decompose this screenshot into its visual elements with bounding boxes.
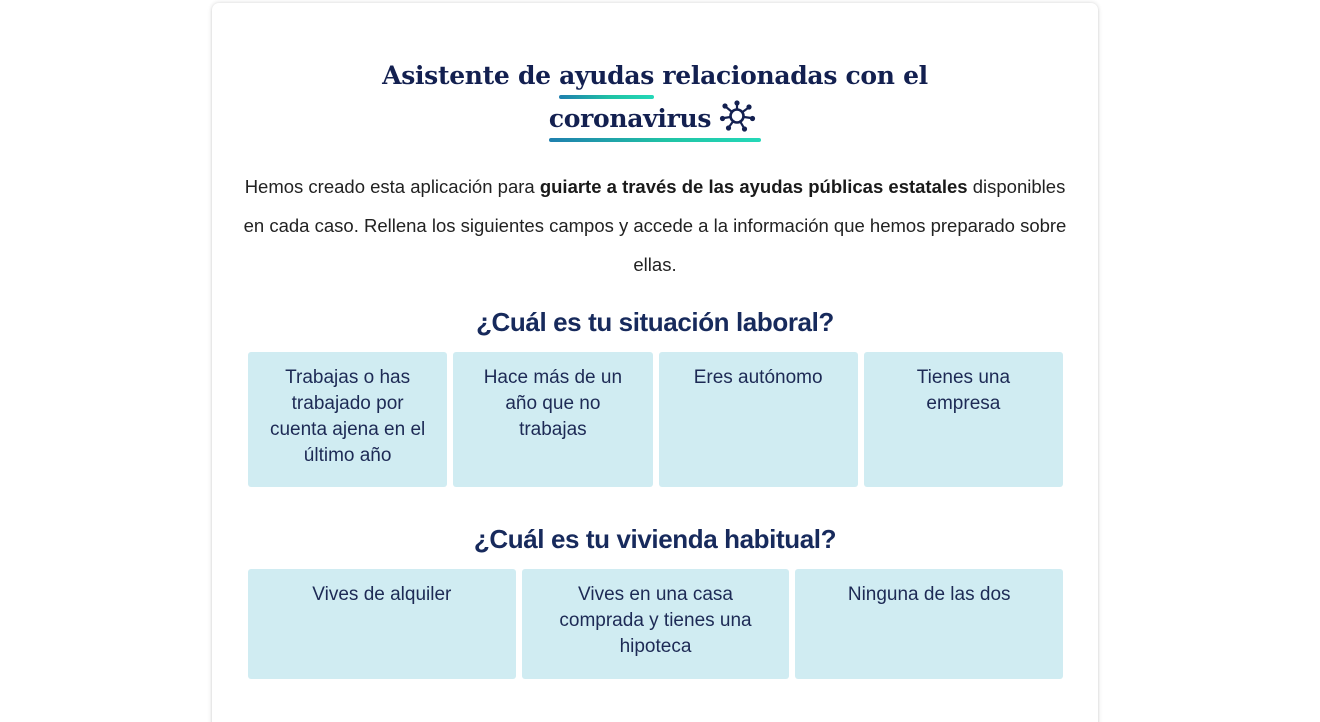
title-prefix: Asistente de: [382, 61, 560, 90]
title-highlight-text: coronavirus: [548, 104, 712, 133]
housing-options: [248, 569, 1063, 679]
employment-options: [248, 352, 1063, 487]
question-housing-title: ¿Cuál es tu vivienda habitual?: [473, 524, 837, 554]
title-line-1: [212, 55, 1098, 98]
assistant-card: [212, 3, 1098, 722]
intro-text-end: disponibles en cada caso. Rellena los siguientes campos y accede a la información que hemos preparado sobre ellas.: [243, 176, 1067, 275]
option-unemployed-over-year[interactable]: Hace más de un año que no trabajas: [453, 352, 652, 487]
option-company-owner[interactable]: Tienes una empresa: [864, 352, 1063, 487]
title-highlight-coronavirus: [549, 98, 761, 141]
option-neither[interactable]: Ninguna de las dos: [795, 569, 1063, 679]
question-employment-title: ¿Cuál es tu situación laboral?: [476, 307, 834, 337]
title-middle: relacionadas con el: [654, 61, 928, 90]
option-employed-last-year[interactable]: Trabajas o has trabajado por cuenta ajena en el último año: [248, 352, 447, 487]
intro-text-bold: guiarte a través de las ayudas públicas estatales: [539, 176, 968, 197]
page-title: [212, 55, 1098, 141]
option-rent[interactable]: Vives de alquiler: [248, 569, 516, 679]
intro-text-start: Hemos creado esta aplicación para: [244, 176, 540, 197]
virus-icon: [717, 99, 761, 133]
title-line-2: [212, 98, 1098, 141]
intro-paragraph: [242, 167, 1068, 284]
option-self-employed[interactable]: Eres autónomo: [659, 352, 858, 487]
title-highlight-ayudas: ayudas: [559, 55, 654, 98]
option-mortgage[interactable]: Vives en una casa comprada y tienes una hipoteca: [522, 569, 790, 679]
